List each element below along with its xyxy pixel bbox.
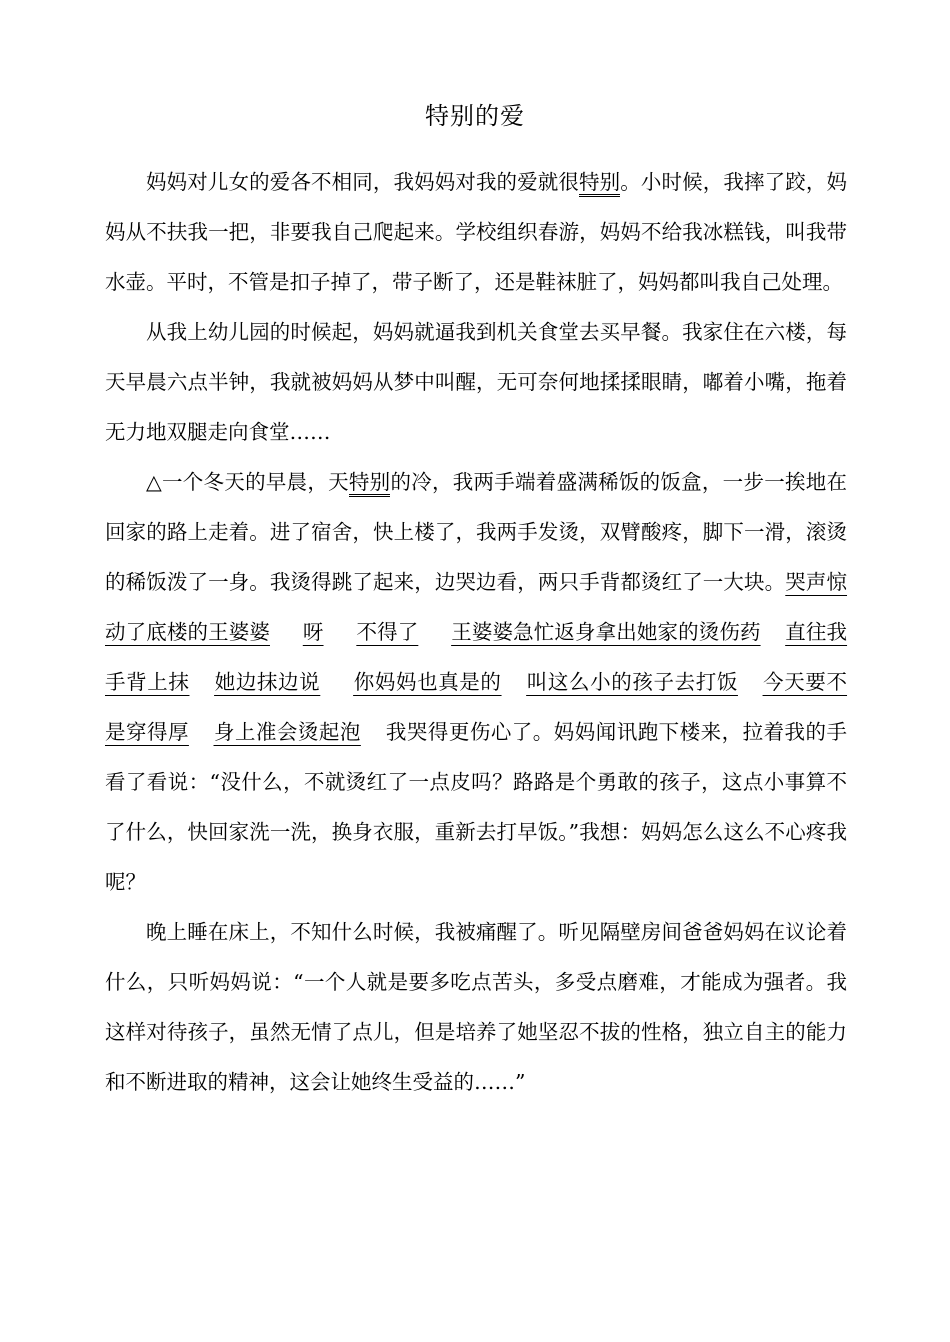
document-title: 特别的爱 xyxy=(425,102,525,130)
underlined-segment: 哭声惊动了底楼的王婆婆 xyxy=(105,570,848,644)
paragraph-2-text: 从我上幼儿园的时候起，妈妈就逼我到机关食堂去买早餐。我家住在六楼，每天早晨六点半钟，我就被妈妈从梦中叫醒，无可奈何地揉揉眼睛，嘟着小嘴，拖着无力地双腿走向食堂…… xyxy=(105,320,847,444)
paragraph-3 xyxy=(105,457,847,907)
underlined-segment: 叫这么小的孩子去打饭 xyxy=(526,670,738,694)
underlined-segment: 王婆婆急忙返身拿出她家的烫伤药 xyxy=(451,620,761,644)
underlined-segment: 直往我手背上抹 xyxy=(105,620,848,694)
paragraph-1 xyxy=(105,157,847,307)
paragraph-2 xyxy=(105,307,847,457)
underlined-segment: 不得了 xyxy=(356,620,419,644)
paragraph-3-text-tail: 我哭得更伤心了。妈妈闻讯跑下楼来，拉着我的手看了看说：“没什么，不就烫红了一点皮吗？路路是个勇敢的孩子，这点小事算不了什么，快回家洗一洗，换身衣服，重新去打早饭。”我想：妈妈怎么这么不心疼我呢？ xyxy=(105,720,848,894)
underlined-segment: 今天要不是穿得厚 xyxy=(105,670,848,744)
underlined-segment: 呀 xyxy=(302,620,324,644)
underlined-passage xyxy=(105,570,847,744)
paragraph-1-text-before: 妈妈对儿女的爱各不相同，我妈妈对我的爱就很 xyxy=(146,170,580,194)
underlined-segment: 她边抹边说 xyxy=(214,670,321,694)
document-body xyxy=(105,157,847,1107)
paragraph-3-text-before: △一个冬天的早晨，天 xyxy=(146,470,349,494)
paragraph-4 xyxy=(105,907,847,1107)
paragraph-4-text: 晚上睡在床上，不知什么时候，我被痛醒了。听见隔壁房间爸爸妈妈在议论着什么，只听妈妈说：“一个人就是要多吃点苦头，多受点磨难，才能成为强者。我这样对待孩子，虽然无情了点儿，但是培养了她坚忍不拔的性格，独立自主的能力和不断进取的精神，这会让她终生受益的……” xyxy=(105,920,847,1094)
underlined-segment: 你妈妈也真是的 xyxy=(353,670,502,694)
paragraph-3-text-after: 的冷，我两手端着盛满稀饭的饭盒，一步一挨地在回家的路上走着。进了宿舍，快上楼了，我两手发烫，双臂酸疼，脚下一滑，滚烫的稀饭泼了一身。我烫得跳了起来，边哭边看，两只手背都烫红了一大块。 xyxy=(105,470,848,594)
underlined-segment: 身上准会烫起泡 xyxy=(213,720,361,744)
paragraph-1-text-after: 。小时候，我摔了跤，妈妈从不扶我一把，非要我自己爬起来。学校组织春游，妈妈不给我冰糕钱，叫我带水壶。平时，不管是扣子掉了，带子断了，还是鞋袜脏了，妈妈都叫我自己处理。 xyxy=(105,170,848,294)
double-underlined-word: 特别 xyxy=(579,170,620,197)
double-underlined-word: 特别 xyxy=(349,470,391,497)
